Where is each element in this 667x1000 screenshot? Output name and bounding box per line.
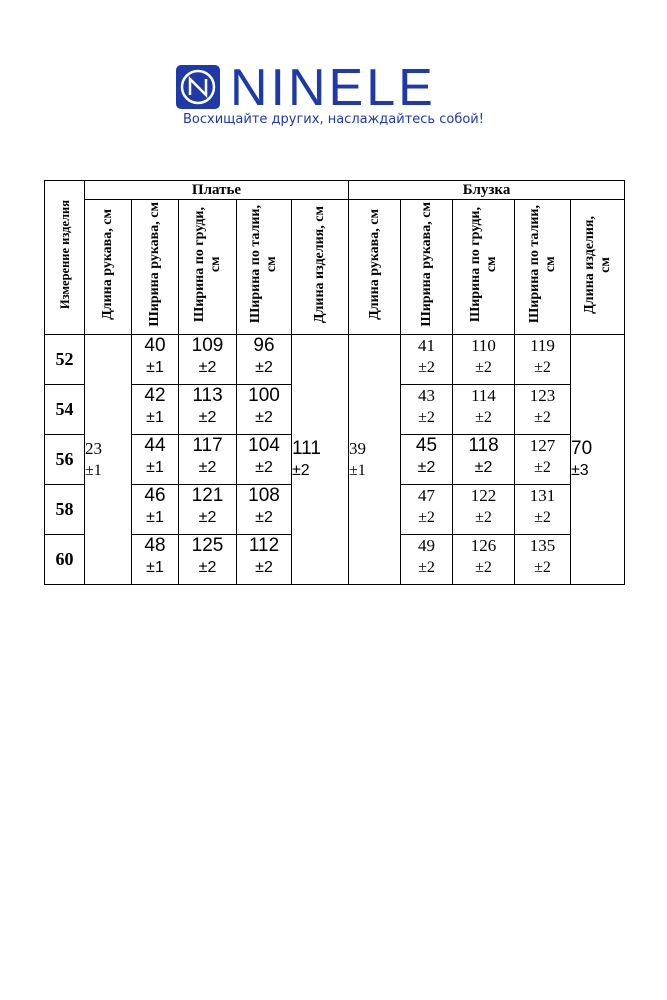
dress-chest-width: 117 ±2: [179, 435, 237, 485]
dress-length-cell: 111 ±2: [292, 335, 349, 585]
dress-sleeve-width: 40 ±1: [132, 335, 179, 385]
blouse-waist-width: 131 ±2: [515, 485, 571, 535]
col-header: Длина изделия, см: [292, 200, 349, 335]
size-cell: 60: [45, 535, 85, 585]
brand-name: NINELE: [230, 59, 436, 117]
table-row: [45, 335, 625, 385]
blouse-sleeve-width: 45 ±2: [401, 435, 453, 485]
col-header: Ширина по груди, см: [179, 200, 237, 335]
row-header-label: Измерение изделия: [57, 200, 72, 310]
dress-sleeve-length-cell: 23 ±1: [85, 335, 132, 585]
brand-header: [0, 60, 667, 140]
blouse-sleeve-width: 47 ±2: [401, 485, 453, 535]
size-chart-table: [44, 180, 625, 585]
col-header: Ширина рукава, см: [401, 200, 453, 335]
col-header: Ширина рукава, см: [132, 200, 179, 335]
nn-monogram-icon: [175, 64, 221, 110]
col-header: Длина рукава, см: [85, 200, 132, 335]
blouse-waist-width: 127 ±2: [515, 435, 571, 485]
dress-waist-width: 112 ±2: [237, 535, 292, 585]
blouse-chest-width: 114 ±2: [453, 385, 515, 435]
size-cell: 58: [45, 485, 85, 535]
dress-chest-width: 121 ±2: [179, 485, 237, 535]
blouse-length-cell: 70 ±3: [571, 335, 625, 585]
dress-sleeve-width: 46 ±1: [132, 485, 179, 535]
col-header: Ширина по талии, см: [237, 200, 292, 335]
dress-chest-width: 125 ±2: [179, 535, 237, 585]
dress-waist-width: 100 ±2: [237, 385, 292, 435]
col-header: Ширина по талии, см: [515, 200, 571, 335]
col-header: Длина изделия, см: [571, 200, 625, 335]
brand-slogan: Восхищайте других, наслаждайтесь собой!: [183, 112, 484, 127]
blouse-chest-width: 118 ±2: [453, 435, 515, 485]
blouse-sleeve-width: 41 ±2: [401, 335, 453, 385]
size-cell: 54: [45, 385, 85, 435]
dress-sleeve-width: 44 ±1: [132, 435, 179, 485]
blouse-chest-width: 126 ±2: [453, 535, 515, 585]
size-cell: 56: [45, 435, 85, 485]
dress-waist-width: 104 ±2: [237, 435, 292, 485]
blouse-sleeve-width: 43 ±2: [401, 385, 453, 435]
dress-waist-width: 108 ±2: [237, 485, 292, 535]
blouse-waist-width: 123 ±2: [515, 385, 571, 435]
dress-chest-width: 113 ±2: [179, 385, 237, 435]
col-header: Длина рукава, см: [349, 200, 401, 335]
col-header: Ширина по груди, см: [453, 200, 515, 335]
dress-waist-width: 96 ±2: [237, 335, 292, 385]
blouse-sleeve-length-cell: 39 ±1: [349, 335, 401, 585]
blouse-waist-width: 119 ±2: [515, 335, 571, 385]
blouse-chest-width: 122 ±2: [453, 485, 515, 535]
size-cell: 52: [45, 335, 85, 385]
blouse-waist-width: 135 ±2: [515, 535, 571, 585]
dress-chest-width: 109 ±2: [179, 335, 237, 385]
row-header-cell: [45, 181, 85, 335]
blouse-chest-width: 110 ±2: [453, 335, 515, 385]
dress-sleeve-width: 42 ±1: [132, 385, 179, 435]
dress-sleeve-width: 48 ±1: [132, 535, 179, 585]
blouse-sleeve-width: 49 ±2: [401, 535, 453, 585]
group-blouse: Блузка: [349, 181, 625, 200]
group-dress: Платье: [85, 181, 349, 200]
